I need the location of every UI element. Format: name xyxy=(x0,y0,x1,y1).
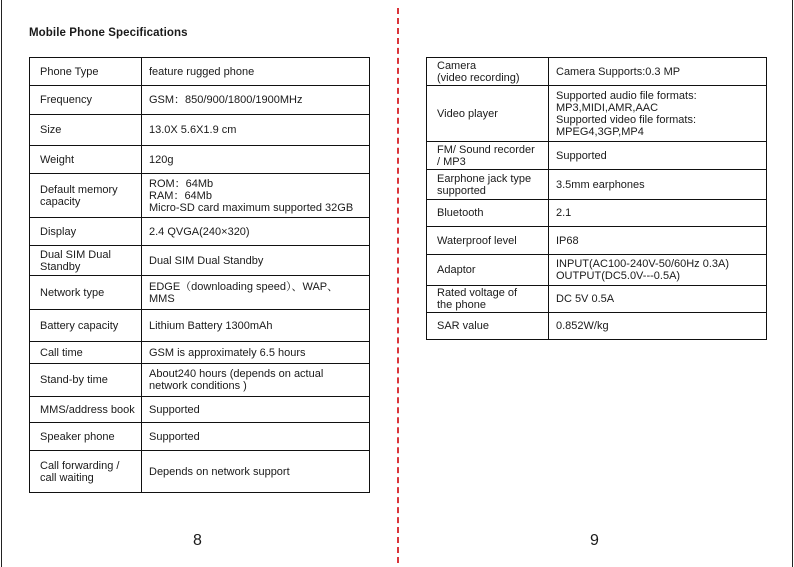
spec-label: Call time xyxy=(30,342,142,364)
spec-label: Frequency xyxy=(30,86,142,115)
spec-label: Bluetooth xyxy=(427,200,549,227)
page-edge-left xyxy=(1,0,2,567)
spec-value: feature rugged phone xyxy=(142,58,370,86)
spec-row xyxy=(30,86,370,115)
spec-row xyxy=(30,174,370,218)
spec-row xyxy=(30,310,370,342)
spec-label: FM/ Sound recorder / MP3 xyxy=(427,142,549,170)
spec-label: Camera (video recording) xyxy=(427,58,549,86)
spec-label: Video player xyxy=(427,86,549,142)
spec-row xyxy=(30,246,370,276)
spec-label: Speaker phone xyxy=(30,423,142,451)
spec-label: Dual SIM Dual Standby xyxy=(30,246,142,276)
spec-value: Supported xyxy=(549,142,767,170)
right-spec-table xyxy=(426,57,767,340)
spec-value: Supported audio file formats: MP3,MIDI,AMR,AAC Supported video file formats: MPEG4,3GP,MP4 xyxy=(549,86,767,142)
spec-label: Rated voltage of the phone xyxy=(427,286,549,313)
spec-value: 120g xyxy=(142,146,370,174)
spec-row xyxy=(30,451,370,493)
spec-label: Waterproof level xyxy=(427,227,549,255)
spec-value: 2.1 xyxy=(549,200,767,227)
spec-value: Dual SIM Dual Standby xyxy=(142,246,370,276)
spec-label: MMS/address book xyxy=(30,397,142,423)
spec-label: Weight xyxy=(30,146,142,174)
spec-label: SAR value xyxy=(427,313,549,340)
page-number-left: 8 xyxy=(193,532,202,549)
spec-label: Earphone jack type supported xyxy=(427,170,549,200)
spec-row xyxy=(30,397,370,423)
spec-value: GSM is approximately 6.5 hours xyxy=(142,342,370,364)
spec-row xyxy=(427,313,767,340)
spec-value: DC 5V 0.5A xyxy=(549,286,767,313)
spec-row xyxy=(30,58,370,86)
spec-value: Depends on network support xyxy=(142,451,370,493)
spec-value: IP68 xyxy=(549,227,767,255)
spec-row xyxy=(30,364,370,397)
spec-label: Call forwarding / call waiting xyxy=(30,451,142,493)
left-spec-table xyxy=(29,57,370,493)
spec-value: About240 hours (depends on actual network conditions ) xyxy=(142,364,370,397)
spec-label: Network type xyxy=(30,276,142,310)
spec-row xyxy=(427,227,767,255)
spec-value: 0.852W/kg xyxy=(549,313,767,340)
spec-value: Lithium Battery 1300mAh xyxy=(142,310,370,342)
spec-value: Supported xyxy=(142,397,370,423)
page-divider xyxy=(397,8,399,563)
spec-row xyxy=(30,115,370,146)
page-title: Mobile Phone Specifications xyxy=(29,27,188,39)
spec-row xyxy=(30,276,370,310)
spec-row xyxy=(30,146,370,174)
spec-value: INPUT(AC100-240V-50/60Hz 0.3A) OUTPUT(DC5.0V---0.5A) xyxy=(549,255,767,286)
spec-value: Supported xyxy=(142,423,370,451)
spec-value: 3.5mm earphones xyxy=(549,170,767,200)
spec-row xyxy=(427,286,767,313)
spec-label: Stand-by time xyxy=(30,364,142,397)
spec-value: 13.0X 5.6X1.9 cm xyxy=(142,115,370,146)
page-edge-right xyxy=(792,0,793,567)
spec-value: 2.4 QVGA(240×320) xyxy=(142,218,370,246)
spec-value: GSM：850/900/1800/1900MHz xyxy=(142,86,370,115)
spec-label: Size xyxy=(30,115,142,146)
spec-row xyxy=(427,200,767,227)
spec-label: Phone Type xyxy=(30,58,142,86)
spec-label: Display xyxy=(30,218,142,246)
spec-value: Camera Supports:0.3 MP xyxy=(549,58,767,86)
page-number-right: 9 xyxy=(590,532,599,549)
spec-label: Adaptor xyxy=(427,255,549,286)
spec-row xyxy=(30,218,370,246)
spec-row xyxy=(427,86,767,142)
spec-value: EDGE（downloading speed）、WAP、 MMS xyxy=(142,276,370,310)
spec-row xyxy=(427,142,767,170)
spec-row xyxy=(427,170,767,200)
spec-row xyxy=(30,423,370,451)
spec-value: ROM：64Mb RAM：64Mb Micro-SD card maximum supported 32GB xyxy=(142,174,370,218)
spec-label: Default memory capacity xyxy=(30,174,142,218)
spec-row xyxy=(427,255,767,286)
spec-label: Battery capacity xyxy=(30,310,142,342)
spec-row xyxy=(30,342,370,364)
spec-row xyxy=(427,58,767,86)
